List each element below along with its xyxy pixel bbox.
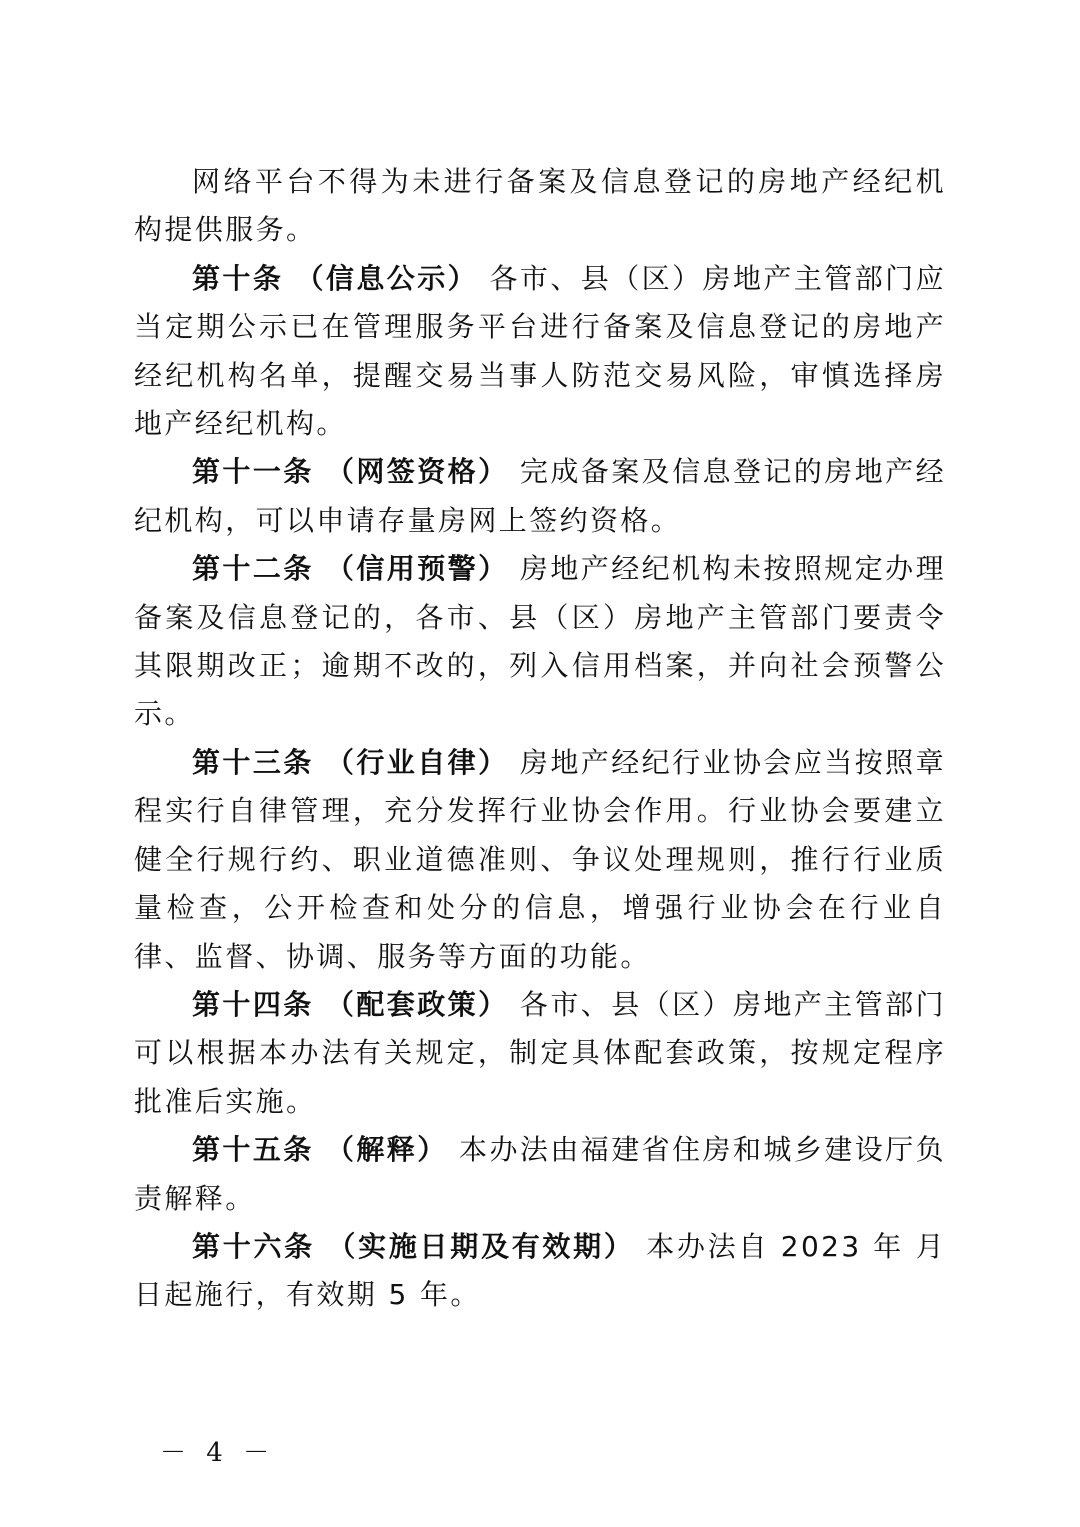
article-heading: 第十三条 （行业自律） xyxy=(192,745,509,779)
article-text: 房地产经纪行业协会应当按照章程实行自律管理，充分发挥行业协会作用。行业协会要建立健全行规行约、职业道德准则、争议处理规则，推行行业质量检查，公开检查和处分的信息，增强行业协会在行业自律、监督、协调、服务等方面的功能。 xyxy=(134,745,946,973)
article-text: 各市、县（区）房地产主管部门应当定期公示已在管理服务平台进行备案及信息登记的房地产经纪机构名单，提醒交易当事人防范交易风险，审慎选择房地产经纪机构。 xyxy=(134,261,946,441)
page-number: － 4 － xyxy=(160,1438,276,1468)
article-text: 房地产经纪机构未按照规定办理备案及信息登记的，各市、县（区）房地产主管部门要责令其限期改正；逾期不改的，列入信用档案，并向社会预警公示。 xyxy=(134,552,946,731)
paragraph-text: 网络平台不得为未进行备案及信息登记的房地产经纪机构提供服务。 xyxy=(134,165,946,247)
article-text: 本办法由福建省住房和城乡建设厅负责解释。 xyxy=(134,1133,946,1215)
article-14 xyxy=(134,981,946,1126)
article-heading: 第十一条 （网签资格） xyxy=(192,455,509,489)
article-heading: 第十六条 （实施日期及有效期） xyxy=(192,1229,635,1263)
article-13 xyxy=(134,739,946,981)
document-body xyxy=(134,158,946,1320)
paragraph-continuation xyxy=(134,158,946,255)
article-text: 完成备案及信息登记的房地产经纪机构，可以申请存量房网上签约资格。 xyxy=(134,455,946,537)
article-12 xyxy=(134,545,946,739)
article-15 xyxy=(134,1126,946,1223)
article-text: 本办法自 2023 年 月 日起施行，有效期 5 年。 xyxy=(134,1229,946,1312)
article-heading: 第十二条 （信用预警） xyxy=(192,552,509,586)
article-heading: 第十条 （信息公示） xyxy=(192,261,479,295)
article-11 xyxy=(134,448,946,545)
article-text: 各市、县（区）房地产主管部门可以根据本办法有关规定，制定具体配套政策，按规定程序批准后实施。 xyxy=(134,987,946,1118)
article-heading: 第十四条 （配套政策） xyxy=(192,987,509,1021)
article-heading: 第十五条 （解释） xyxy=(192,1133,448,1167)
article-16 xyxy=(134,1223,946,1320)
article-10 xyxy=(134,255,946,449)
